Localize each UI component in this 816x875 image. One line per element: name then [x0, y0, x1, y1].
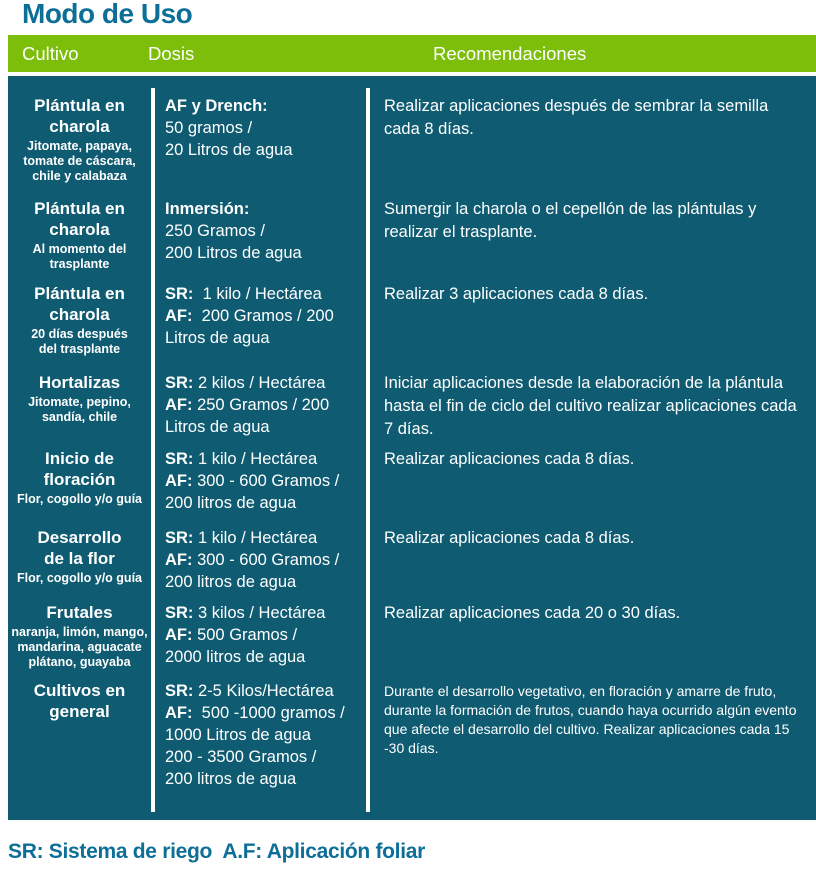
dose-cell	[151, 95, 370, 198]
recommendation-cell: Realizar aplicaciones cada 8 días.	[384, 450, 635, 468]
crop-note: Jitomate, pepino, sandía, chile	[28, 395, 131, 424]
crop-name: Hortalizas	[38, 373, 121, 392]
table-row	[8, 602, 816, 680]
dose-line: SR: 1 kilo / Hectárea	[165, 450, 318, 468]
recommendation-cell: Realizar aplicaciones cada 8 días.	[384, 529, 635, 547]
page-title: Modo de Uso	[22, 0, 193, 29]
column-divider-2	[366, 88, 370, 812]
column-header-cultivo: Cultivo	[22, 42, 79, 64]
dose-line: 2000 litros de agua	[165, 648, 306, 666]
table-row	[8, 283, 816, 372]
table-row	[8, 95, 816, 198]
crop-cell	[8, 95, 151, 198]
column-header-recomendaciones: Recomendaciones	[433, 42, 587, 64]
crop-cell	[8, 527, 151, 602]
crop-cell	[8, 372, 151, 448]
crop-note: Al momento del trasplante	[32, 242, 127, 271]
crop-name: Frutales	[46, 603, 113, 622]
dose-line: Litros de agua	[165, 418, 270, 436]
dose-line: 200 Litros de agua	[165, 244, 302, 262]
crop-note: 20 días después del trasplante	[31, 327, 128, 356]
dose-line: SR: 3 kilos / Hectárea	[165, 604, 326, 622]
dose-line: Litros de agua	[165, 329, 270, 347]
crop-cell	[8, 680, 151, 820]
crop-note: Flor, cogollo y/o guía	[16, 492, 142, 506]
legend-footer: SR: Sistema de riego A.F: Aplicación foliar	[8, 840, 425, 863]
dose-line: SR: 2-5 Kilos/Hectárea	[165, 682, 334, 700]
recommendation-cell: Realizar aplicaciones cada 20 o 30 días.	[384, 604, 681, 622]
dose-line: AF: 200 Gramos / 200	[165, 307, 334, 325]
table-row	[8, 448, 816, 527]
dose-line: 200 litros de agua	[165, 573, 297, 591]
crop-cell	[8, 283, 151, 372]
usage-table-body	[8, 76, 816, 820]
table-rows	[8, 95, 816, 820]
dose-line: AF: 500 Gramos /	[165, 626, 298, 644]
dose-line: 1000 Litros de agua	[165, 726, 311, 744]
dose-cell	[151, 527, 370, 602]
dose-line: 200 litros de agua	[165, 770, 297, 788]
recommendation-cell: Realizar aplicaciones después de sembrar la semilla cada 8 días.	[384, 97, 769, 138]
dose-line: AF y Drench:	[165, 97, 268, 115]
recommendation-cell: Sumergir la charola o el cepellón de las plántulas y realizar el trasplante.	[384, 200, 757, 241]
crop-name: Plántula en charola	[34, 199, 125, 239]
dose-cell	[151, 602, 370, 680]
table-row	[8, 372, 816, 448]
dose-line: AF: 250 Gramos / 200	[165, 396, 330, 414]
crop-name: Desarrollo de la flor	[37, 528, 122, 568]
table-header	[8, 35, 816, 72]
dose-cell	[151, 198, 370, 283]
recommendation-cell: Realizar 3 aplicaciones cada 8 días.	[384, 285, 649, 303]
dose-line: SR: 2 kilos / Hectárea	[165, 374, 326, 392]
crop-cell	[8, 198, 151, 283]
dose-cell	[151, 448, 370, 527]
table-row	[8, 680, 816, 820]
dose-line: 50 gramos /	[165, 119, 253, 137]
dose-line: 20 Litros de agua	[165, 141, 293, 159]
dose-line: 200 litros de agua	[165, 494, 297, 512]
recommendation-cell: Durante el desarrollo vegetativo, en floración y amarre de fruto, durante la formación de frutos, cuando haya ocurrido algún evento que afecte el desarrollo del cultivo. Realizar aplicaciones cada 15 -30 días.	[384, 683, 797, 756]
dose-line: SR: 1 kilo / Hectárea	[165, 529, 318, 547]
crop-note: naranja, limón, mango, mandarina, aguacate plátano, guayaba	[11, 625, 148, 669]
table-row	[8, 527, 816, 602]
dose-line: 250 Gramos /	[165, 222, 265, 240]
dose-line: Inmersión:	[165, 200, 250, 218]
dose-line: AF: 500 -1000 gramos /	[165, 704, 345, 722]
crop-name: Inicio de floración	[43, 449, 116, 489]
dose-line: 200 - 3500 Gramos /	[165, 748, 317, 766]
crop-name: Plántula en charola	[34, 96, 125, 136]
dose-line: AF: 300 - 600 Gramos /	[165, 551, 340, 569]
dose-line: AF: 300 - 600 Gramos /	[165, 472, 340, 490]
column-header-dosis: Dosis	[148, 42, 195, 64]
recommendation-cell: Iniciar aplicaciones desde la elaboración de la plántula hasta el fin de ciclo del cultivo realizar aplicaciones cada 7 días.	[384, 374, 797, 438]
crop-name: Plántula en charola	[34, 284, 125, 324]
crop-cell	[8, 602, 151, 680]
crop-note: Jitomate, papaya, tomate de cáscara, chile y calabaza	[23, 139, 136, 183]
dose-line: SR: 1 kilo / Hectárea	[165, 285, 322, 303]
crop-cell	[8, 448, 151, 527]
dose-cell	[151, 680, 370, 820]
crop-name: Cultivos en general	[33, 681, 126, 721]
column-divider-1	[151, 88, 155, 812]
dose-cell	[151, 283, 370, 372]
table-row	[8, 198, 816, 283]
dose-cell	[151, 372, 370, 448]
crop-note: Flor, cogollo y/o guía	[16, 571, 142, 585]
